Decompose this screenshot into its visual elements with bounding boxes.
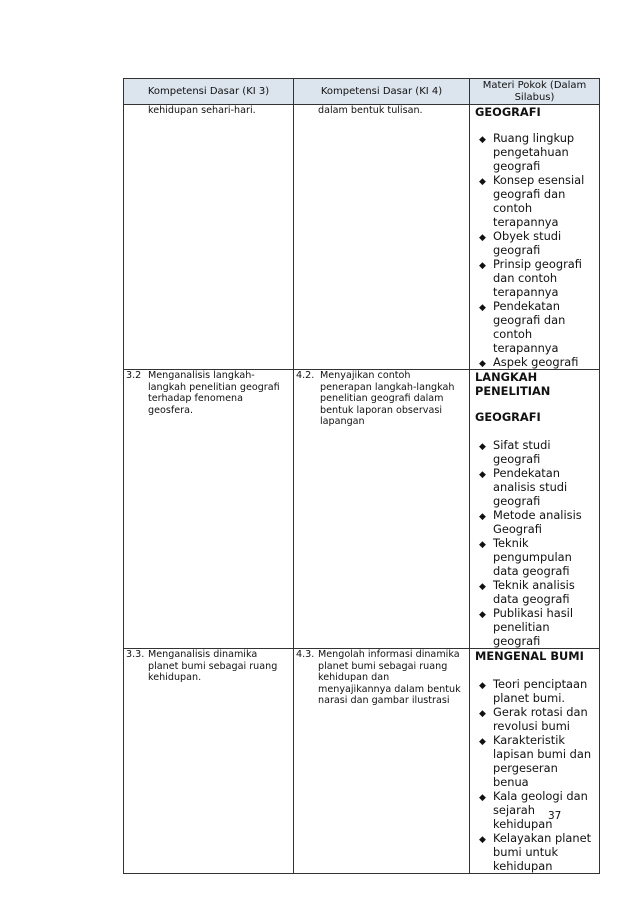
- diamond-bullet-icon: ◆: [479, 177, 486, 187]
- syllabus-table: [123, 78, 600, 874]
- diamond-bullet-icon: ◆: [479, 442, 486, 452]
- kd3-cell: [124, 105, 294, 370]
- diamond-bullet-icon: ◆: [479, 582, 486, 592]
- kd4-cell: [294, 649, 470, 874]
- diamond-bullet-icon: ◆: [479, 709, 486, 719]
- list-item: ◆ Teknik analisis data geografi: [479, 578, 575, 606]
- header-kd4: Kompetensi Dasar (KI 4): [294, 79, 470, 105]
- list-item: ◆ Teori penciptaan planet bumi.: [479, 677, 588, 705]
- list-item: ◆ Prinsip geografi dan contoh terapannya: [479, 257, 582, 299]
- kd4-text: Mengolah informasi dinamika planet bumi sebagai ruang kehidupan dan menyajikannya dalam bentuk narasi dan gambar ilustrasi: [318, 649, 461, 707]
- diamond-bullet-icon: ◆: [479, 793, 486, 803]
- kd4-text: dalam bentuk tulisan.: [318, 105, 423, 116]
- kd3-cell: [124, 649, 294, 874]
- list-item: ◆ Gerak rotasi dan revolusi bumi: [479, 705, 588, 733]
- list-item: ◆ Sifat studi geografi: [479, 438, 551, 466]
- list-item: ◆ Karakteristik lapisan bumi dan pergeseran benua: [479, 733, 592, 789]
- kd3-text: Menganalisis langkah-langkah penelitian geografi terhadap fenomena geosfera.: [148, 370, 280, 416]
- materi-heading: GEOGRAFI: [475, 410, 541, 424]
- header-kd3: Kompetensi Dasar (KI 3): [124, 79, 294, 105]
- diamond-bullet-icon: ◆: [479, 135, 486, 145]
- diamond-bullet-icon: ◆: [479, 303, 486, 313]
- table-row: [124, 105, 600, 370]
- materi-heading: MENGENAL BUMI: [475, 649, 584, 663]
- materi-cell: [470, 370, 600, 649]
- materi-heading: GEOGRAFI: [475, 105, 541, 119]
- diamond-bullet-icon: ◆: [479, 610, 486, 620]
- list-item: ◆ Metode analisis Geografi: [479, 508, 582, 536]
- diamond-bullet-icon: ◆: [479, 835, 486, 845]
- kd4-text: Menyajikan contoh penerapan langkah-langkah penelitian geografi dalam bentuk laporan observasi lapangan: [320, 370, 455, 428]
- materi-list: [475, 677, 597, 873]
- kd3-number: 3.2: [126, 370, 142, 381]
- diamond-bullet-icon: ◆: [479, 359, 486, 369]
- kd4-cell: [294, 105, 470, 370]
- list-item: ◆ Kala geologi dan sejarah kehidupan: [479, 789, 588, 831]
- kd3-text: kehidupan sehari-hari.: [148, 105, 256, 116]
- kd4-number: 4.3.: [296, 649, 315, 660]
- kd3-cell: [124, 370, 294, 649]
- kd4-cell: [294, 370, 470, 649]
- diamond-bullet-icon: ◆: [479, 737, 486, 747]
- list-item: ◆ Obyek studi geografi: [479, 229, 562, 257]
- list-item: ◆ Pendekatan analisis studi geografi: [479, 466, 568, 508]
- diamond-bullet-icon: ◆: [479, 470, 486, 480]
- list-item: ◆ Publikasi hasil penelitian geografi: [479, 606, 574, 648]
- diamond-bullet-icon: ◆: [479, 540, 486, 550]
- materi-list: [475, 131, 597, 369]
- kd3-number: 3.3.: [126, 649, 145, 660]
- table-header-row: [124, 79, 600, 105]
- materi-cell: [470, 105, 600, 370]
- materi-heading: LANGKAH PENELITIAN: [475, 370, 551, 398]
- kd3-text: Menganalisis dinamika planet bumi sebagai ruang kehidupan.: [148, 649, 278, 684]
- diamond-bullet-icon: ◆: [479, 261, 486, 271]
- materi-list: [475, 438, 597, 648]
- table-row: [124, 370, 600, 649]
- diamond-bullet-icon: ◆: [479, 233, 486, 243]
- diamond-bullet-icon: ◆: [479, 681, 486, 691]
- list-item: ◆ Konsep esensial geografi dan contoh terapannya: [479, 173, 585, 229]
- list-item: ◆ Pendekatan geografi dan contoh terapannya: [479, 299, 566, 355]
- materi-cell: [470, 649, 600, 874]
- header-materi: Materi Pokok (Dalam Silabus): [470, 79, 600, 105]
- diamond-bullet-icon: ◆: [479, 512, 486, 522]
- page-number: 37: [548, 810, 562, 822]
- list-item: ◆ Aspek geografi: [479, 355, 579, 369]
- list-item: ◆ Ruang lingkup pengetahuan geografi: [479, 131, 575, 173]
- list-item: ◆ Kelayakan planet bumi untuk kehidupan: [479, 831, 592, 873]
- kd4-number: 4.2.: [296, 370, 315, 381]
- list-item: ◆ Teknik pengumpulan data geografi: [479, 536, 572, 578]
- table-row: [124, 649, 600, 874]
